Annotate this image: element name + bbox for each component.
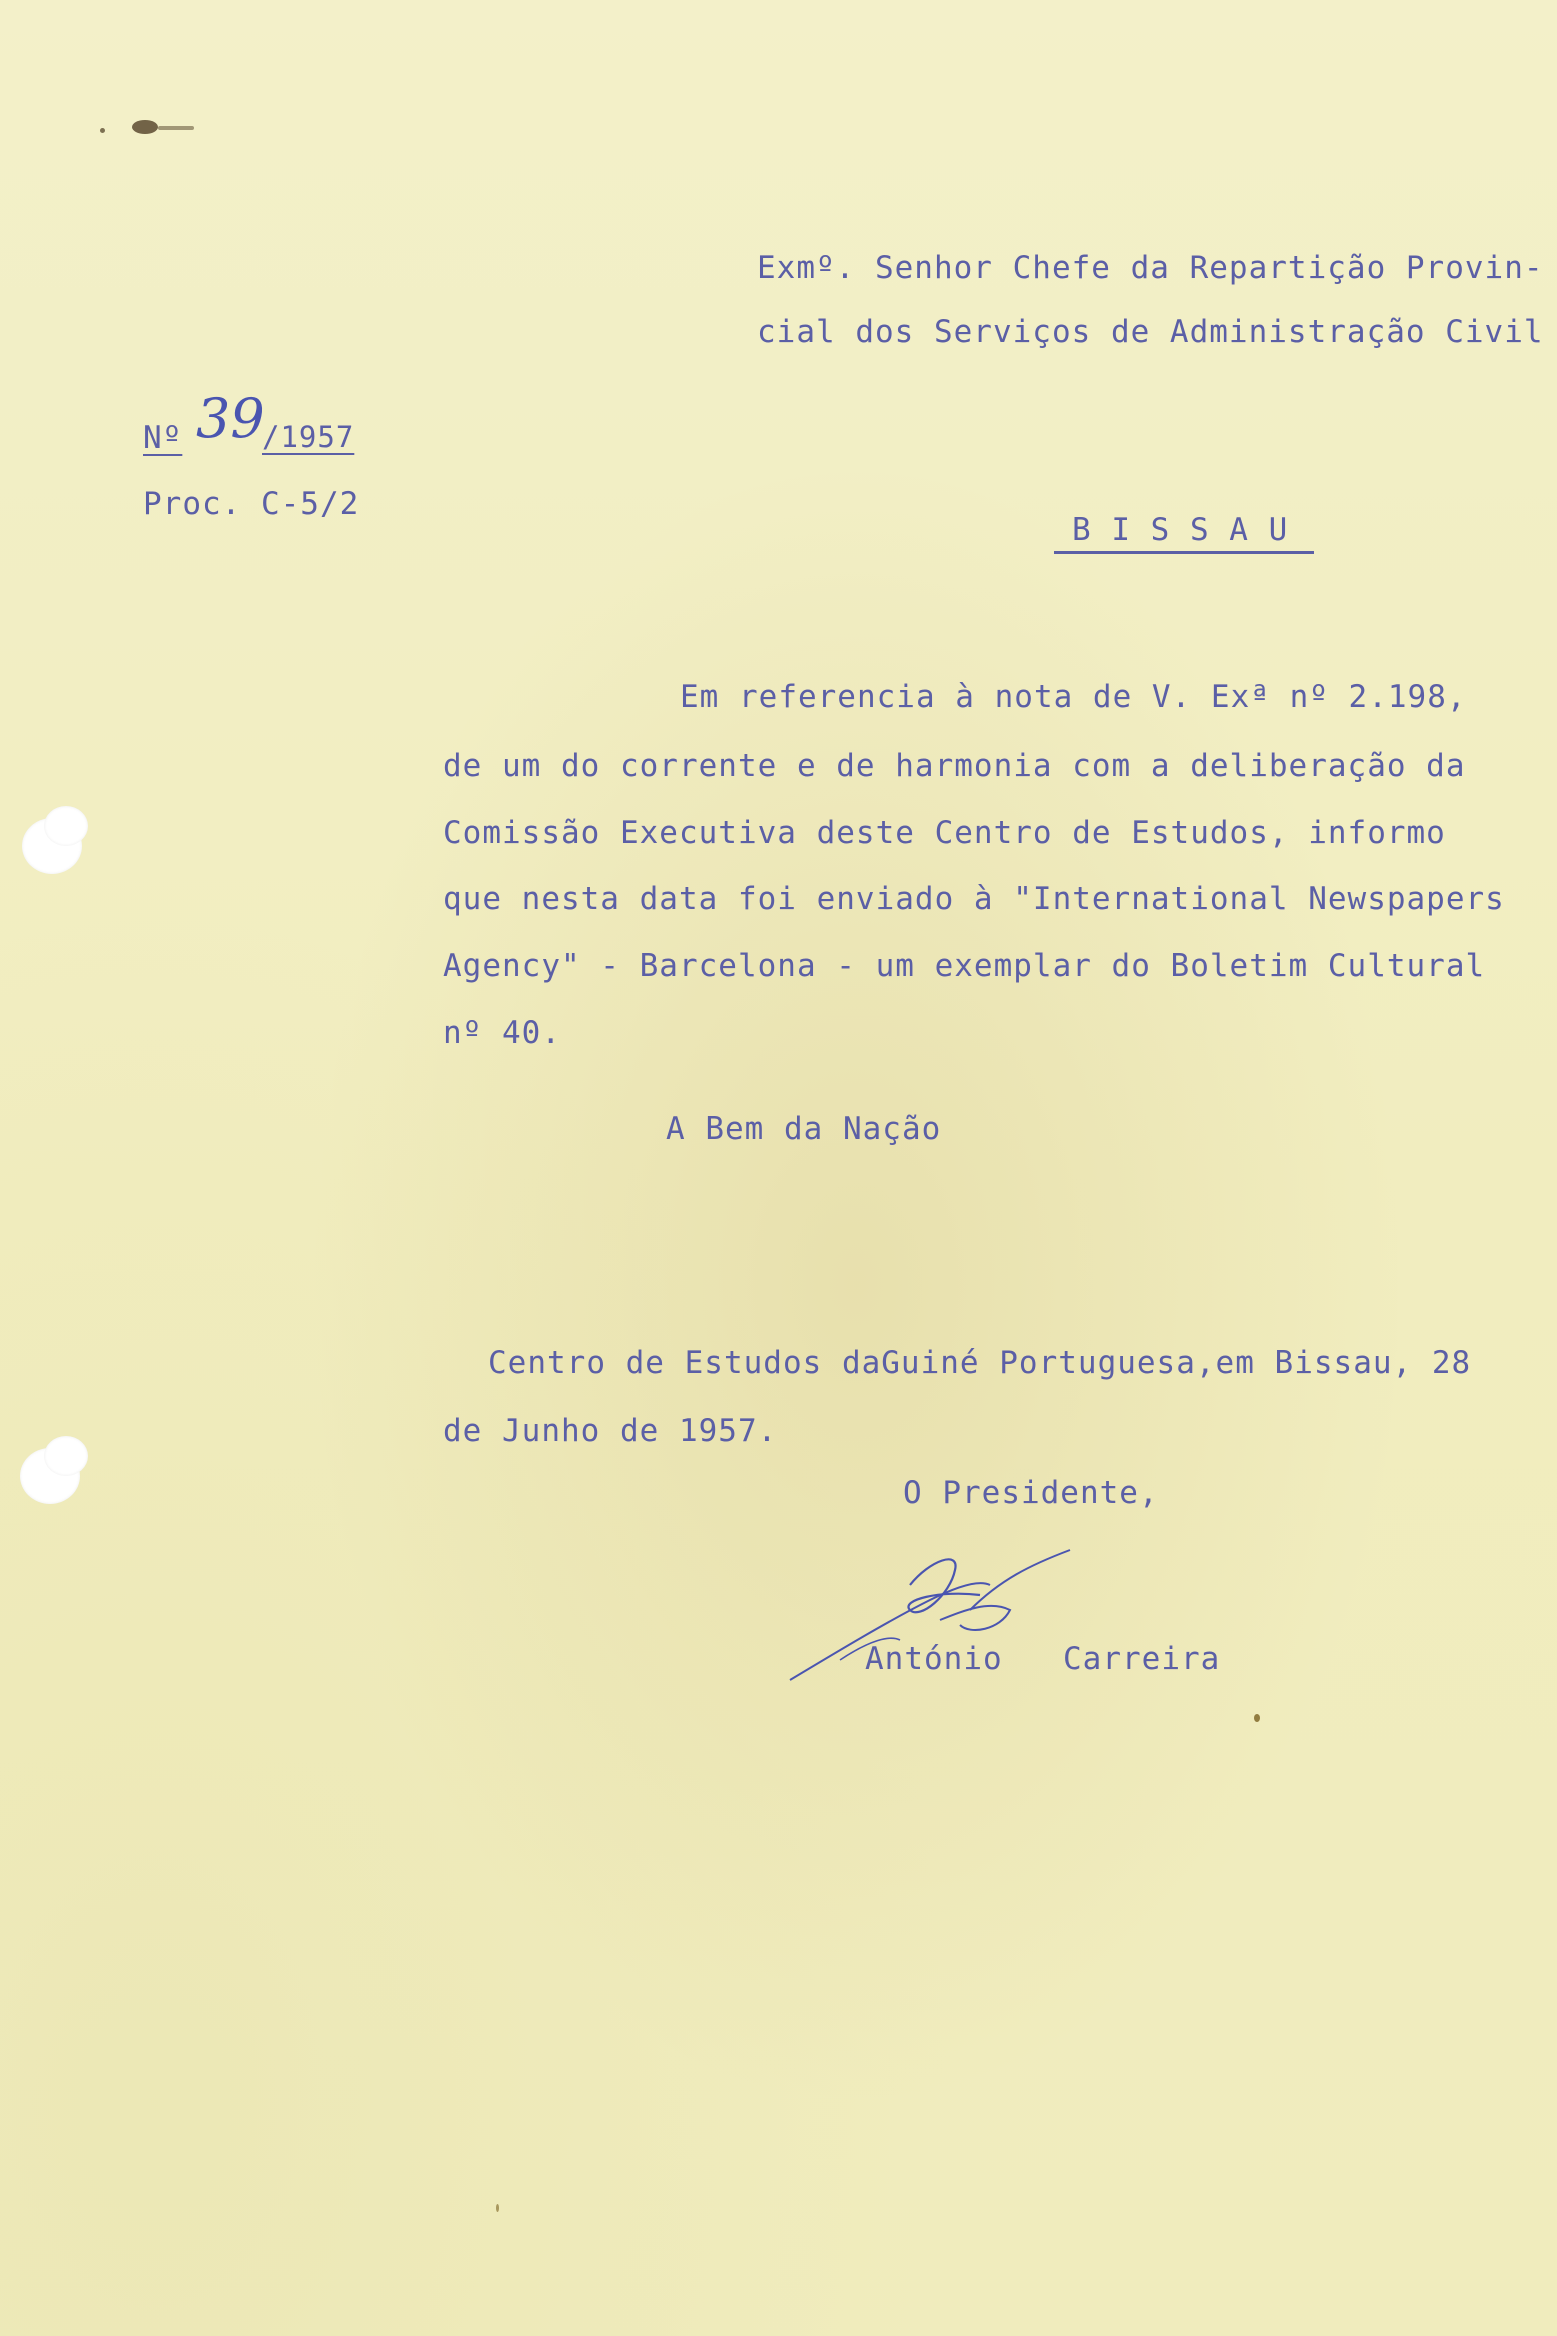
signatory-last-name: Carreira	[1063, 1641, 1221, 1677]
reference-number-handwritten: 39	[196, 387, 265, 450]
body-line-1: Em referencia à nota de V. Exª nº 2.198,	[680, 679, 1467, 715]
rust-mark-tail	[158, 126, 194, 130]
reference-year: /1957	[262, 420, 355, 454]
signatory-first-name: António	[865, 1641, 1003, 1677]
city-underline	[1054, 551, 1314, 554]
addressee-line-2: cial dos Serviços de Administração Civil	[757, 314, 1544, 350]
signatory-title: O Presidente,	[903, 1475, 1159, 1511]
rust-mark-dot	[100, 128, 105, 133]
body-line-4: que nesta data foi enviado à "International Newspapers	[443, 881, 1505, 917]
ink-dot-small	[496, 2204, 499, 2212]
body-line-5: Agency" - Barcelona - um exemplar do Boletim Cultural	[443, 948, 1486, 984]
salutation: A Bem da Nação	[666, 1111, 942, 1147]
process-number: Proc. C-5/2	[143, 486, 360, 522]
punch-hole-bottom-upper	[44, 1436, 88, 1476]
city-heading: B I S S A U	[1072, 512, 1289, 548]
rust-mark	[132, 120, 158, 134]
body-line-3: Comissão Executiva deste Centro de Estudos, informo	[443, 815, 1446, 851]
body-line-2: de um do corrente e de harmonia com a deliberação da	[443, 748, 1466, 784]
reference-prefix: Nº	[143, 420, 183, 456]
closing-line-2: de Junho de 1957.	[443, 1413, 778, 1449]
body-line-6: nº 40.	[443, 1015, 561, 1051]
closing-line-1: Centro de Estudos daGuiné Portuguesa,em Bissau, 28	[488, 1345, 1472, 1381]
ink-dot	[1254, 1714, 1260, 1722]
addressee-line-1: Exmº. Senhor Chefe da Repartição Provin-	[757, 250, 1544, 286]
punch-hole-top-upper	[44, 806, 88, 846]
